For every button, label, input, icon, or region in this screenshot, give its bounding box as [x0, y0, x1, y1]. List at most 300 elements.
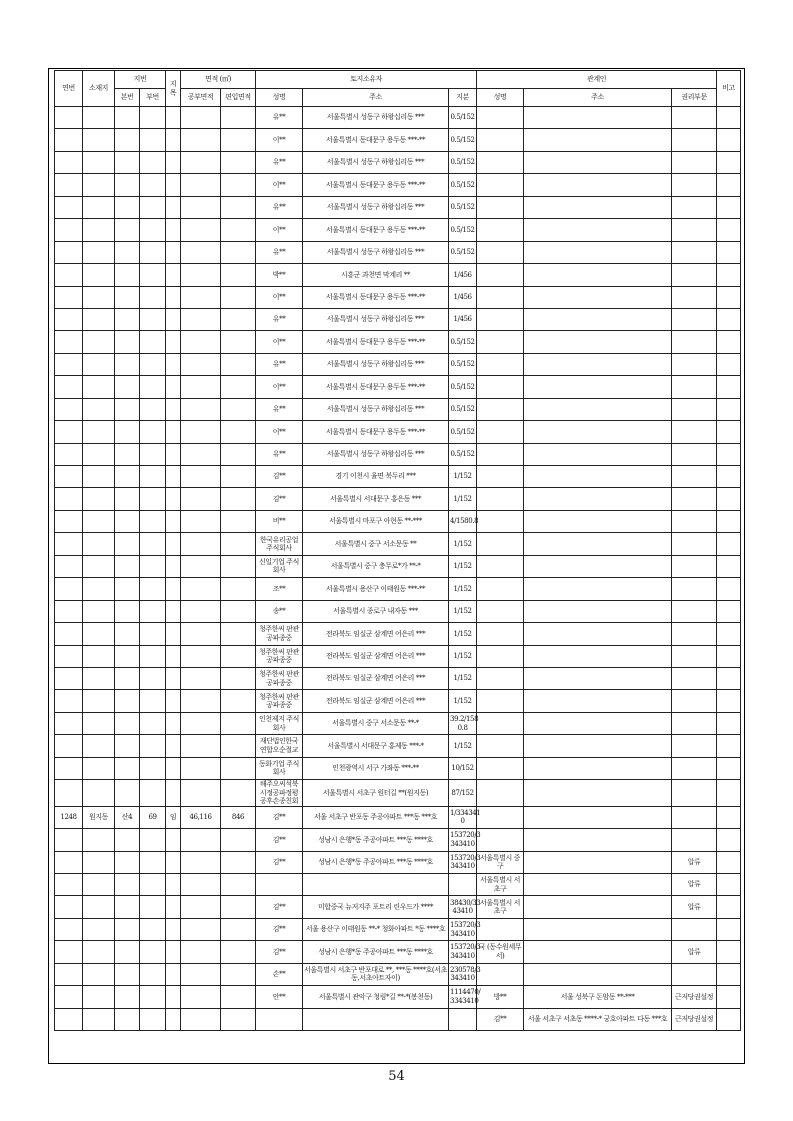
- cell-right: [672, 918, 717, 940]
- cell-seq: [55, 555, 83, 577]
- cell-share: 87/152: [449, 780, 477, 807]
- cell-incorporated-area: [221, 623, 256, 645]
- cell-rel-name: 국 (동수원세무서): [477, 941, 524, 963]
- cell-seq: [55, 757, 83, 779]
- cell-main-no: [115, 174, 140, 196]
- cell-rel-address: [524, 151, 672, 173]
- table-row: [55, 286, 741, 308]
- cell-incorporated-area: [221, 219, 256, 241]
- cell-share: 4/1580.8: [449, 510, 477, 532]
- cell-sub-no: [140, 829, 166, 851]
- cell-name: [256, 1008, 303, 1030]
- cell-name: 김**: [256, 941, 303, 963]
- cell-remarks: [717, 735, 741, 757]
- header-owner-address: 주소: [303, 89, 449, 107]
- cell-right: [672, 421, 717, 443]
- cell-land-type: [166, 690, 181, 712]
- cell-incorporated-area: [221, 443, 256, 465]
- cell-address: 전라북도 임실군 삼계면 어은리 ***: [303, 623, 449, 645]
- cell-name: 이**: [256, 129, 303, 151]
- cell-right: [672, 466, 717, 488]
- cell-rel-address: [524, 712, 672, 734]
- cell-remarks: [717, 806, 741, 828]
- cell-right: 근저당권설정: [672, 1008, 717, 1030]
- cell-official-area: [181, 555, 221, 577]
- header-lot: 지번: [115, 71, 166, 89]
- cell-rel-address: [524, 806, 672, 828]
- cell-address: 성남시 은행*동 주공아파트 ***동 ****호: [303, 941, 449, 963]
- cell-remarks: [717, 264, 741, 286]
- cell-right: [672, 510, 717, 532]
- cell-main-no: [115, 286, 140, 308]
- cell-land-type: [166, 600, 181, 622]
- cell-address: 서울특별시 중구 서소문동 **-*: [303, 712, 449, 734]
- cell-official-area: [181, 986, 221, 1008]
- table-row: [55, 488, 741, 510]
- cell-rel-name: [477, 806, 524, 828]
- cell-incorporated-area: [221, 712, 256, 734]
- cell-incorporated-area: [221, 667, 256, 689]
- cell-rel-address: [524, 286, 672, 308]
- cell-rel-name: [477, 196, 524, 218]
- cell-right: [672, 174, 717, 196]
- cell-location: [83, 241, 115, 263]
- cell-name: 동화기업 주식회사: [256, 757, 303, 779]
- cell-rel-name: 방**: [477, 986, 524, 1008]
- cell-incorporated-area: [221, 578, 256, 600]
- cell-sub-no: [140, 986, 166, 1008]
- cell-address: 서울특별시 중구 서소문동 **: [303, 533, 449, 555]
- cell-address: 서울 서초구 반포동 주공아파트 ***동 ***호: [303, 806, 449, 828]
- cell-rel-name: [477, 466, 524, 488]
- cell-location: [83, 963, 115, 985]
- cell-sub-no: [140, 851, 166, 873]
- cell-sub-no: [140, 510, 166, 532]
- cell-share: 0.5/152: [449, 196, 477, 218]
- cell-right: [672, 757, 717, 779]
- cell-address: 성남시 은행*동 주공아파트 ***동 ****호: [303, 851, 449, 873]
- cell-location: [83, 398, 115, 420]
- table-row: [55, 690, 741, 712]
- cell-incorporated-area: [221, 308, 256, 330]
- table-row: [55, 107, 741, 129]
- cell-address: 서울특별시 성동구 하왕십리동 ***: [303, 241, 449, 263]
- cell-right: [672, 623, 717, 645]
- cell-sub-no: [140, 735, 166, 757]
- cell-land-type: [166, 918, 181, 940]
- cell-location: [83, 780, 115, 807]
- cell-right: [672, 829, 717, 851]
- cell-rel-address: [524, 873, 672, 895]
- cell-main-no: [115, 623, 140, 645]
- table-row: [55, 196, 741, 218]
- cell-name: 유**: [256, 196, 303, 218]
- cell-seq: [55, 241, 83, 263]
- cell-name: 청주한씨 판관공파종중: [256, 623, 303, 645]
- cell-right: [672, 667, 717, 689]
- cell-share: 1/152: [449, 600, 477, 622]
- cell-rel-address: [524, 533, 672, 555]
- cell-address: 경기 이천시 율면 북두리 ***: [303, 466, 449, 488]
- cell-sub-no: [140, 151, 166, 173]
- cell-incorporated-area: [221, 264, 256, 286]
- cell-remarks: [717, 241, 741, 263]
- cell-name: 김**: [256, 466, 303, 488]
- cell-seq: [55, 896, 83, 918]
- header-remarks: 비고: [717, 71, 741, 107]
- cell-rel-address: [524, 555, 672, 577]
- cell-rel-name: [477, 264, 524, 286]
- cell-location: [83, 712, 115, 734]
- cell-seq: [55, 963, 83, 985]
- header-location: 소재지: [83, 71, 115, 107]
- table-row: [55, 219, 741, 241]
- cell-share: 1/152: [449, 466, 477, 488]
- cell-name: 조**: [256, 578, 303, 600]
- cell-land-type: [166, 308, 181, 330]
- cell-name: 유**: [256, 151, 303, 173]
- table-row: [55, 600, 741, 622]
- cell-share: 1/152: [449, 667, 477, 689]
- cell-sub-no: [140, 353, 166, 375]
- cell-seq: [55, 286, 83, 308]
- cell-land-type: [166, 264, 181, 286]
- cell-land-type: [166, 578, 181, 600]
- cell-official-area: [181, 918, 221, 940]
- cell-share: 1/456: [449, 264, 477, 286]
- cell-share: 153720/3 343410: [449, 829, 477, 851]
- cell-incorporated-area: [221, 963, 256, 985]
- cell-name: 유**: [256, 107, 303, 129]
- cell-address: 서울특별시 동대문구 용두동 ***-**: [303, 174, 449, 196]
- table-row: [55, 806, 741, 828]
- cell-seq: [55, 851, 83, 873]
- header-area: 면적 (㎡): [181, 71, 256, 89]
- cell-main-no: [115, 851, 140, 873]
- cell-share: [449, 873, 477, 895]
- cell-location: [83, 918, 115, 940]
- cell-land-type: [166, 376, 181, 398]
- cell-official-area: [181, 896, 221, 918]
- cell-name: 김**: [256, 851, 303, 873]
- cell-remarks: [717, 941, 741, 963]
- cell-name: 청주한씨 판관공파종중: [256, 667, 303, 689]
- cell-location: [83, 421, 115, 443]
- cell-seq: [55, 1008, 83, 1030]
- cell-incorporated-area: [221, 918, 256, 940]
- cell-official-area: [181, 443, 221, 465]
- cell-rel-name: [477, 151, 524, 173]
- cell-address: 서울특별시 서대문구 홍제동 ***-*: [303, 735, 449, 757]
- cell-main-no: [115, 488, 140, 510]
- cell-name: 한국유리공업 주식회사: [256, 533, 303, 555]
- cell-incorporated-area: [221, 851, 256, 873]
- cell-name: 이**: [256, 219, 303, 241]
- table-row: [55, 466, 741, 488]
- cell-share: 0.5/152: [449, 174, 477, 196]
- cell-rel-name: [477, 829, 524, 851]
- cell-main-no: [115, 829, 140, 851]
- table-row: [55, 555, 741, 577]
- cell-land-type: [166, 286, 181, 308]
- cell-main-no: [115, 264, 140, 286]
- cell-right: [672, 780, 717, 807]
- cell-location: [83, 443, 115, 465]
- cell-official-area: [181, 510, 221, 532]
- cell-address: 서울특별시 동대문구 용두동 ***-**: [303, 421, 449, 443]
- cell-remarks: [717, 896, 741, 918]
- cell-rel-address: [524, 398, 672, 420]
- cell-sub-no: [140, 918, 166, 940]
- cell-land-type: [166, 757, 181, 779]
- cell-rel-name: 서울특별시 중구: [477, 851, 524, 873]
- cell-rel-name: [477, 331, 524, 353]
- cell-land-type: [166, 443, 181, 465]
- cell-rel-name: [477, 107, 524, 129]
- cell-location: [83, 331, 115, 353]
- cell-rel-address: [524, 918, 672, 940]
- cell-address: 성남시 은행*동 주공아파트 ***동 ****호: [303, 829, 449, 851]
- cell-sub-no: [140, 443, 166, 465]
- cell-name: 비**: [256, 510, 303, 532]
- cell-main-no: [115, 690, 140, 712]
- cell-rel-address: [524, 963, 672, 985]
- cell-land-type: [166, 129, 181, 151]
- table-row: [55, 645, 741, 667]
- cell-main-no: [115, 873, 140, 895]
- cell-incorporated-area: [221, 129, 256, 151]
- cell-seq: [55, 376, 83, 398]
- cell-location: [83, 986, 115, 1008]
- cell-rel-name: [477, 533, 524, 555]
- cell-rel-address: [524, 735, 672, 757]
- cell-official-area: 46,116: [181, 806, 221, 828]
- cell-remarks: [717, 129, 741, 151]
- cell-remarks: [717, 398, 741, 420]
- cell-official-area: [181, 331, 221, 353]
- cell-land-type: [166, 353, 181, 375]
- cell-land-type: [166, 986, 181, 1008]
- cell-right: 압류: [672, 873, 717, 895]
- cell-seq: [55, 107, 83, 129]
- cell-incorporated-area: [221, 645, 256, 667]
- header-stakeholder: 관계인: [477, 71, 717, 89]
- header-owner: 토지소유자: [256, 71, 477, 89]
- cell-rel-name: [477, 174, 524, 196]
- cell-remarks: [717, 829, 741, 851]
- cell-land-type: [166, 107, 181, 129]
- cell-rel-name: [477, 667, 524, 689]
- cell-rel-address: [524, 896, 672, 918]
- cell-address: 서울특별시 동대문구 용두동 ***-**: [303, 129, 449, 151]
- cell-remarks: [717, 376, 741, 398]
- cell-address: 서울특별시 동대문구 용두동 ***-**: [303, 376, 449, 398]
- cell-land-type: [166, 510, 181, 532]
- cell-right: 압류: [672, 851, 717, 873]
- header-seq: 연번: [55, 71, 83, 107]
- cell-address: 서울특별시 동대문구 용두동 ***-**: [303, 286, 449, 308]
- cell-address: 시흥군 과천면 막계리 **: [303, 264, 449, 286]
- cell-share: 0.5/152: [449, 376, 477, 398]
- cell-address: 서울특별시 성동구 하왕십리동 ***: [303, 443, 449, 465]
- cell-main-no: [115, 963, 140, 985]
- cell-seq: [55, 735, 83, 757]
- cell-right: 근저당권설정: [672, 986, 717, 1008]
- cell-official-area: [181, 623, 221, 645]
- cell-main-no: [115, 735, 140, 757]
- cell-location: [83, 600, 115, 622]
- cell-seq: [55, 578, 83, 600]
- cell-rel-address: [524, 466, 672, 488]
- cell-official-area: [181, 735, 221, 757]
- cell-right: [672, 151, 717, 173]
- cell-seq: [55, 129, 83, 151]
- cell-official-area: [181, 712, 221, 734]
- cell-rel-address: [524, 264, 672, 286]
- cell-sub-no: [140, 398, 166, 420]
- cell-remarks: [717, 219, 741, 241]
- cell-main-no: [115, 241, 140, 263]
- cell-main-no: [115, 376, 140, 398]
- cell-remarks: [717, 918, 741, 940]
- cell-rel-name: [477, 241, 524, 263]
- cell-official-area: [181, 1008, 221, 1030]
- cell-share: 1/152: [449, 533, 477, 555]
- cell-location: [83, 1008, 115, 1030]
- cell-incorporated-area: [221, 600, 256, 622]
- cell-remarks: [717, 443, 741, 465]
- cell-seq: [55, 690, 83, 712]
- cell-incorporated-area: [221, 151, 256, 173]
- cell-sub-no: [140, 174, 166, 196]
- header-incorporated-area: 편입면적: [221, 89, 256, 107]
- cell-sub-no: [140, 241, 166, 263]
- cell-location: [83, 896, 115, 918]
- cell-share: 153720/3 343410: [449, 851, 477, 873]
- cell-seq: [55, 986, 83, 1008]
- cell-remarks: [717, 174, 741, 196]
- cell-main-no: [115, 219, 140, 241]
- cell-main-no: [115, 896, 140, 918]
- cell-right: [672, 600, 717, 622]
- cell-right: [672, 196, 717, 218]
- cell-main-no: [115, 443, 140, 465]
- cell-rel-name: [477, 780, 524, 807]
- cell-sub-no: [140, 331, 166, 353]
- cell-main-no: [115, 421, 140, 443]
- cell-rel-name: [477, 421, 524, 443]
- cell-main-no: [115, 151, 140, 173]
- cell-share: 153720/3 343410: [449, 941, 477, 963]
- cell-seq: [55, 196, 83, 218]
- cell-sub-no: [140, 578, 166, 600]
- cell-incorporated-area: [221, 241, 256, 263]
- cell-incorporated-area: [221, 829, 256, 851]
- table-row: [55, 308, 741, 330]
- cell-sub-no: [140, 645, 166, 667]
- cell-location: [83, 219, 115, 241]
- cell-address: 서울특별시 동대문구 용두동 ***-**: [303, 219, 449, 241]
- cell-seq: [55, 421, 83, 443]
- cell-name: 유**: [256, 241, 303, 263]
- cell-incorporated-area: [221, 376, 256, 398]
- cell-remarks: [717, 712, 741, 734]
- cell-name: 김**: [256, 918, 303, 940]
- cell-main-no: [115, 129, 140, 151]
- cell-seq: [55, 600, 83, 622]
- cell-incorporated-area: [221, 873, 256, 895]
- cell-remarks: [717, 533, 741, 555]
- cell-rel-address: [524, 376, 672, 398]
- cell-sub-no: [140, 219, 166, 241]
- cell-sub-no: [140, 1008, 166, 1030]
- cell-rel-name: 서울특별시 서초구: [477, 896, 524, 918]
- cell-official-area: [181, 667, 221, 689]
- cell-rel-address: [524, 623, 672, 645]
- cell-rel-name: [477, 918, 524, 940]
- cell-official-area: [181, 941, 221, 963]
- cell-official-area: [181, 600, 221, 622]
- cell-share: 0.5/152: [449, 107, 477, 129]
- cell-location: [83, 623, 115, 645]
- cell-share: 38430/33 43410: [449, 896, 477, 918]
- cell-land-type: [166, 219, 181, 241]
- cell-share: 1/334341 0: [449, 806, 477, 828]
- cell-land-type: [166, 555, 181, 577]
- cell-location: [83, 107, 115, 129]
- cell-land-type: [166, 623, 181, 645]
- cell-address: 서울특별시 성동구 하왕십리동 ***: [303, 151, 449, 173]
- cell-location: [83, 151, 115, 173]
- cell-right: [672, 735, 717, 757]
- table-row: [55, 331, 741, 353]
- cell-rel-name: 김**: [477, 1008, 524, 1030]
- cell-official-area: [181, 851, 221, 873]
- cell-address: 서울특별시 성동구 하왕십리동 ***: [303, 398, 449, 420]
- cell-main-no: [115, 1008, 140, 1030]
- cell-location: [83, 735, 115, 757]
- header-share: 지분: [449, 89, 477, 107]
- cell-location: [83, 645, 115, 667]
- cell-rel-address: [524, 421, 672, 443]
- cell-rel-address: [524, 488, 672, 510]
- cell-rel-address: [524, 219, 672, 241]
- cell-right: [672, 963, 717, 985]
- cell-incorporated-area: [221, 986, 256, 1008]
- cell-location: [83, 667, 115, 689]
- cell-sub-no: [140, 286, 166, 308]
- cell-land-type: [166, 780, 181, 807]
- cell-official-area: [181, 151, 221, 173]
- header-main-no: 본번: [115, 89, 140, 107]
- cell-land-type: [166, 645, 181, 667]
- table-row: [55, 129, 741, 151]
- cell-incorporated-area: [221, 466, 256, 488]
- cell-share: 1/152: [449, 488, 477, 510]
- cell-sub-no: [140, 196, 166, 218]
- cell-incorporated-area: [221, 421, 256, 443]
- cell-location: [83, 690, 115, 712]
- table-row: [55, 376, 741, 398]
- cell-land-type: [166, 829, 181, 851]
- cell-seq: [55, 308, 83, 330]
- cell-seq: [55, 667, 83, 689]
- cell-rel-address: [524, 241, 672, 263]
- cell-sub-no: [140, 690, 166, 712]
- table-row: [55, 353, 741, 375]
- cell-land-type: [166, 851, 181, 873]
- cell-name: 이**: [256, 421, 303, 443]
